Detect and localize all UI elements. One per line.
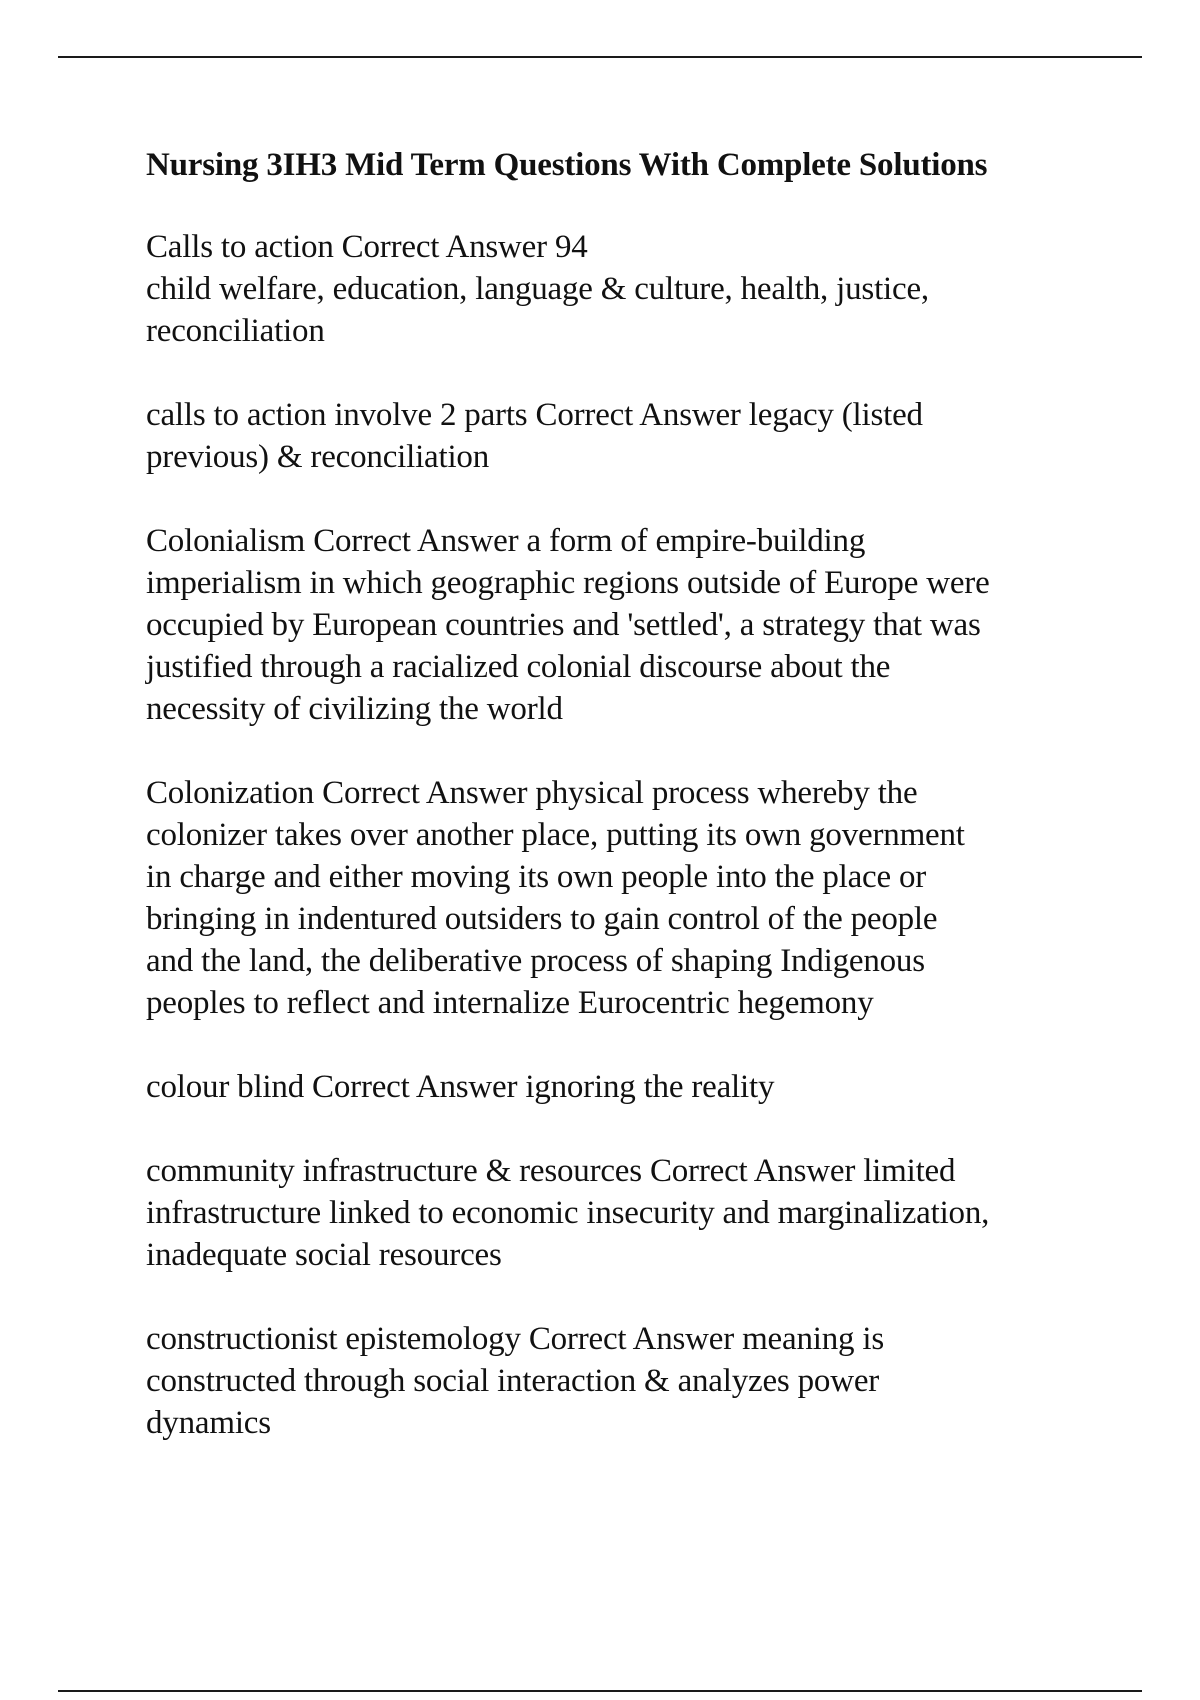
entry-line: calls to action involve 2 parts Correct Answer legacy (listed xyxy=(146,397,923,433)
entry-line: necessity of civilizing the world xyxy=(146,691,563,727)
qa-entry xyxy=(146,520,1106,730)
entry-line: constructed through social interaction & analyzes power xyxy=(146,1363,880,1399)
entry-line: reconciliation xyxy=(146,313,325,349)
qa-entry xyxy=(146,1318,1106,1444)
qa-entry xyxy=(146,772,1106,1024)
qa-entry xyxy=(146,226,1106,352)
entry-line: in charge and either moving its own people into the place or xyxy=(146,859,927,895)
entry-line: dynamics xyxy=(146,1405,271,1441)
top-rule xyxy=(58,56,1142,58)
qa-entry xyxy=(146,1066,1106,1108)
entry-line: Calls to action Correct Answer 94 xyxy=(146,229,588,265)
entry-line: and the land, the deliberative process of shaping Indigenous xyxy=(146,943,925,979)
entry-line: inadequate social resources xyxy=(146,1237,502,1273)
entry-line: infrastructure linked to economic insecurity and marginalization, xyxy=(146,1195,990,1231)
entry-line: community infrastructure & resources Correct Answer limited xyxy=(146,1153,956,1189)
entry-line: child welfare, education, language & culture, health, justice, xyxy=(146,271,929,307)
qa-entry xyxy=(146,1150,1106,1276)
entry-line: previous) & reconciliation xyxy=(146,439,490,475)
document-title: Nursing 3IH3 Mid Term Questions With Complete Solutions xyxy=(146,147,988,183)
entry-line: imperialism in which geographic regions outside of Europe were xyxy=(146,565,990,601)
page-content xyxy=(146,144,1106,1486)
entry-line: occupied by European countries and 'settled', a strategy that was xyxy=(146,607,981,643)
entry-line: peoples to reflect and internalize Eurocentric hegemony xyxy=(146,985,874,1021)
entry-line: Colonization Correct Answer physical process whereby the xyxy=(146,775,918,811)
entry-line: colonizer takes over another place, putting its own government xyxy=(146,817,965,853)
entry-line: Colonialism Correct Answer a form of empire-building xyxy=(146,523,866,559)
entry-line: colour blind Correct Answer ignoring the reality xyxy=(146,1069,775,1105)
entry-line: bringing in indentured outsiders to gain control of the people xyxy=(146,901,938,937)
entry-line: constructionist epistemology Correct Answer meaning is xyxy=(146,1321,884,1357)
qa-entry xyxy=(146,394,1106,478)
entry-line: justified through a racialized colonial discourse about the xyxy=(146,649,891,685)
bottom-rule xyxy=(58,1690,1142,1692)
